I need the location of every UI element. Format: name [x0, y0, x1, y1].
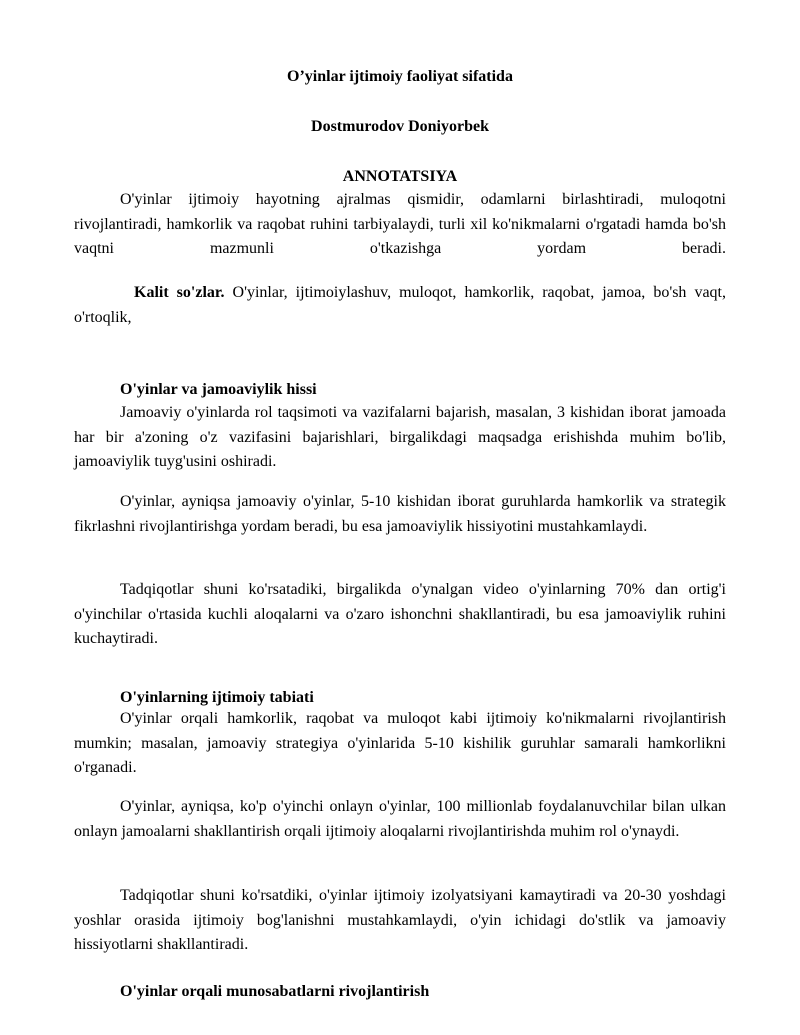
section-paragraph	[74, 884, 726, 958]
keywords-text: O'yinlar, ijtimoiylashuv, muloqot, hamkorlik, raqobat, jamoa, bo'sh vaqt, o'rtoqlik,	[74, 284, 726, 326]
section-paragraph	[74, 401, 726, 475]
document-title: O’yinlar ijtimoiy faoliyat sifatida	[287, 68, 513, 85]
abstract-paragraph	[74, 188, 726, 262]
section-heading: O'yinlar orqali munosabatlarni rivojlantirish	[120, 983, 430, 1000]
paragraph-text: Jamoaviy o'yinlarda rol taqsimoti va vazifalarni bajarish, masalan, 3 kishidan iborat jamoada har bir a'zoning o'z vazifasini bajarishlari, birgalikdagi maqsadga erishishda muhim bo'lib, jamoaviylik tuyg'usini oshiradi.	[74, 404, 726, 470]
abstract-text: O'yinlar ijtimoiy hayotning ajralmas qismidir, odamlarni birlashtiradi, muloqotni rivojlantiradi, hamkorlik va raqobat ruhini tarbiyalaydi, turli xil ko'nikmalarni o'rgatadi hamda bo'sh vaqtni mazmunli o'tkazishga yordam beradi.	[74, 191, 726, 257]
paragraph-text: Tadqiqotlar shuni ko'rsatadiki, birgalikda o'ynalgan video o'yinlarning 70% dan ortig'i o'yinchilar o'rtasida kuchli aloqalarni va o'zaro ishonchni shakllantiradi, bu esa jamoaviylik ruhini kuchaytiradi.	[74, 581, 726, 647]
annotation-heading: ANNOTATSIYA	[342, 168, 458, 185]
section-heading: O'yinlar va jamoaviylik hissi	[120, 381, 317, 398]
paragraph-text: O'yinlar orqali hamkorlik, raqobat va muloqot kabi ijtimoiy ko'nikmalarni rivojlantirish mumkin; masalan, jamoaviy strategiya o'yinlarida 5-10 kishilik guruhlar samarali hamkorlikni o'rganadi.	[74, 710, 726, 776]
keywords-label: Kalit so'zlar.	[134, 284, 225, 301]
section-paragraph	[74, 795, 726, 844]
paragraph-text: Tadqiqotlar shuni ko'rsatdiki, o'yinlar ijtimoiy izolyatsiyani kamaytiradi va 20-30 yoshdagi yoshlar orasida ijtimoiy bog'lanishni mustahkamlaydi, o'yin ichidagi do'stlik va jamoaviy hissiyotlarni shakllantiradi.	[74, 887, 726, 953]
section-heading: O'yinlarning ijtimoiy tabiati	[120, 689, 314, 706]
keywords-paragraph	[74, 281, 726, 330]
paragraph-text: O'yinlar, ayniqsa jamoaviy o'yinlar, 5-10 kishidan iborat guruhlarda hamkorlik va strategik fikrlashni rivojlantirishga yordam beradi, bu esa jamoaviylik hissiyotini mustahkamlaydi.	[74, 493, 726, 535]
section-paragraph	[74, 707, 726, 781]
author-name: Dostmurodov Doniyorbek	[311, 118, 489, 135]
paragraph-text: O'yinlar, ayniqsa, ko'p o'yinchi onlayn o'yinlar, 100 millionlab foydalanuvchilar bilan ulkan onlayn jamoalarni shakllantirish orqali ijtimoiy aloqalarni rivojlantirishda muhim rol o'ynaydi.	[74, 798, 726, 840]
section-paragraph	[74, 578, 726, 652]
section-paragraph	[74, 490, 726, 539]
